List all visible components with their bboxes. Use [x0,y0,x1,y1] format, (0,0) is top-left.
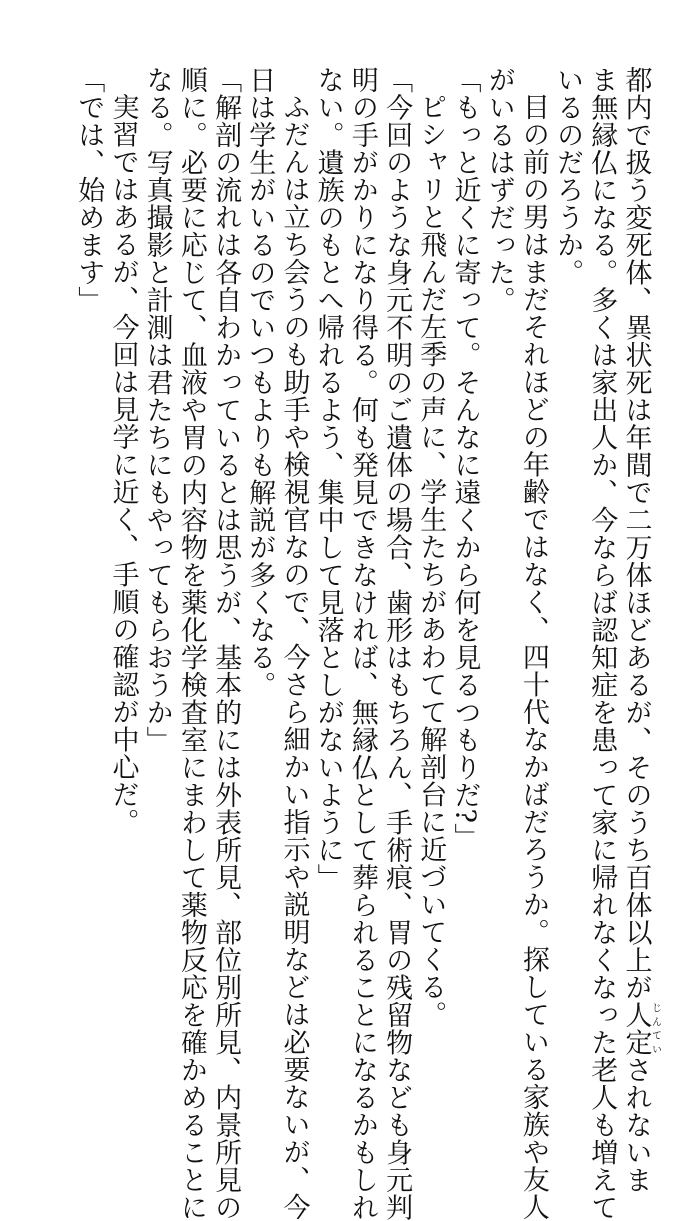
line-text: 明の手がかりになり得る。何も発見できなければ、無縁仏として葬られることになるかもしれ [346,66,378,1221]
text-line-9 [345,66,379,1221]
line-text: いるのだろうか。 [552,66,584,286]
text-line-5 [481,66,515,966]
text-line-16 [105,66,139,966]
line-text: 「解剖の流れは各自わかっているとは思うが、基本的には外表所見、部位別所見、内景所見の [210,66,242,1221]
line-text: 「もっと近くに寄って。そんなに遠くから何を見るつもりだ?」 [449,66,481,851]
text-line-7 [413,66,447,1028]
text-line-8 [379,66,413,1221]
line-text: 日は学生がいるのでいつもよりも解説が多くなる。 [244,66,276,699]
text-line-13 [208,66,242,1221]
text-line-14 [174,66,208,1221]
text-line-12 [242,66,276,966]
ruby-reading: じんてい [649,1001,661,1056]
text-line-2 [584,66,618,1221]
line-text: 順に。必要に応じて、血液や胃の内容物を薬化学検査室にまわして薬物反応を確かめることに [175,66,207,1221]
text-line-6 [447,66,481,966]
line-text: なる。写真撮影と計測は君たちにもやってもらおうか」 [141,66,173,754]
ruby-annotation [620,1001,661,1056]
line-text: 「では、始めます」 [73,66,105,314]
line-text: 「今回のような身元不明のご遺体の場合、歯形はもちろん、手術痕、胃の残留物なども身元判 [381,66,413,1221]
line-text: がいるはずだった。 [483,66,515,314]
text-line-4 [516,66,550,1221]
line-text: 都内で扱う変死体、異状死は年間で二万体ほどあるが、そのうち百体以上が [620,66,652,1001]
text-line-1 [618,66,661,1194]
text-line-11 [276,66,310,1221]
text-line-17 [71,66,105,966]
line-text: ふだんは立ち会うのも助手や検視官なので、今さら細かい指示や説明などは必要ないが、今 [278,93,310,1221]
line-text: ま無縁仏になる。多くは家出人か、今ならば認知症を患って家に帰れなくなった老人も増えて [586,66,618,1221]
line-text: ピシャリと飛んだ左季の声に、学生たちがあわてて解剖台に近づいてくる。 [415,93,447,1028]
line-text: 実習ではあるが、今回は見学に近く、手順の確認が中心だ。 [107,93,139,836]
vertical-text-body [71,66,661,1221]
line-text-continued: されないま [620,1056,652,1194]
line-text: 目の前の男はまだそれほどの年齢ではなく、四十代なかばだろうか。探している家族や友人 [517,93,549,1221]
text-line-15 [139,66,173,966]
text-line-3 [550,66,584,966]
text-line-10 [310,66,344,966]
ruby-base: 人定 [620,1001,652,1056]
line-text: ない。遺族のもとへ帰れるよう、集中して見落としがないように」 [312,66,344,891]
